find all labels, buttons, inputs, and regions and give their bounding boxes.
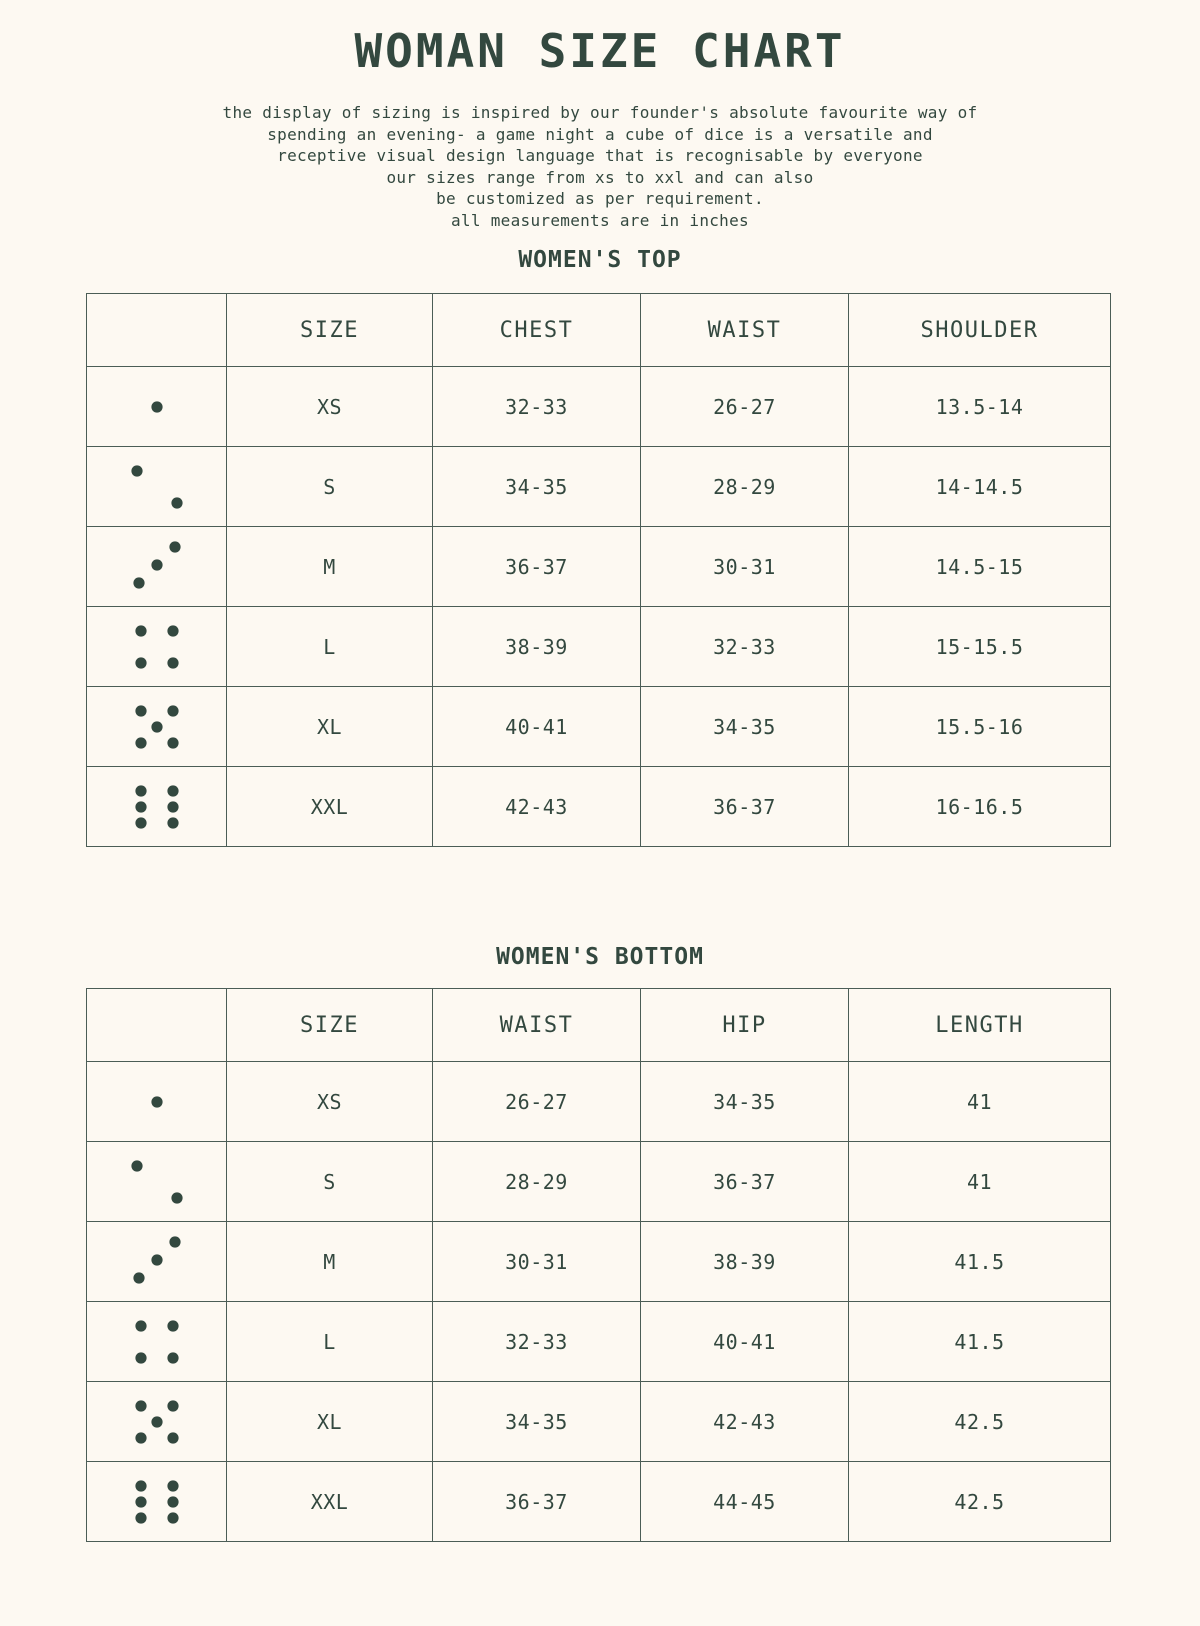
dice-three-icon [135, 1240, 179, 1284]
dice-cell [87, 1142, 227, 1222]
dice-pip [167, 625, 178, 636]
size-cell: S [227, 1142, 433, 1222]
dice-pip [167, 1320, 178, 1331]
dice-pip [151, 721, 162, 732]
dice-pip [167, 1480, 178, 1491]
dice-pip [167, 657, 178, 668]
column-header: WAIST [641, 294, 849, 367]
table-row [87, 527, 1111, 607]
size-cell: S [227, 447, 433, 527]
measurement-cell: 42-43 [641, 1382, 849, 1462]
dice-pip [135, 705, 146, 716]
dice-pip [135, 817, 146, 828]
dice-pip [171, 497, 182, 508]
dice-pip [135, 1432, 146, 1443]
intro-line: be customized as per requirement. [436, 189, 764, 208]
dice-one-icon [135, 1080, 179, 1124]
size-cell: XXL [227, 767, 433, 847]
dice-three-icon [135, 545, 179, 589]
measurement-cell: 36-37 [641, 1142, 849, 1222]
size-cell: M [227, 1222, 433, 1302]
measurement-cell: 42.5 [849, 1462, 1111, 1542]
dice-cell [87, 1382, 227, 1462]
measurement-cell: 30-31 [641, 527, 849, 607]
size-cell: XS [227, 1062, 433, 1142]
dice-six-icon [135, 785, 179, 829]
intro-text [0, 102, 1200, 231]
dice-pip [135, 1512, 146, 1523]
table-row [87, 1302, 1111, 1382]
size-cell: XXL [227, 1462, 433, 1542]
bottoms-size-table [86, 988, 1111, 1542]
measurement-cell: 34-35 [433, 1382, 641, 1462]
measurement-cell: 34-35 [433, 447, 641, 527]
column-header: SIZE [227, 294, 433, 367]
dice-cell [87, 367, 227, 447]
dice-cell [87, 1462, 227, 1542]
measurement-cell: 42-43 [433, 767, 641, 847]
dice-pip [135, 1320, 146, 1331]
measurement-cell: 40-41 [433, 687, 641, 767]
dice-five-icon [135, 1400, 179, 1444]
size-cell: XS [227, 367, 433, 447]
dice-four-icon [135, 1320, 179, 1364]
dice-pip [135, 625, 146, 636]
column-header: LENGTH [849, 989, 1111, 1062]
dice-cell [87, 447, 227, 527]
column-header: WAIST [433, 989, 641, 1062]
column-header: HIP [641, 989, 849, 1062]
dice-pip [151, 1254, 162, 1265]
column-header: SHOULDER [849, 294, 1111, 367]
dice-cell [87, 527, 227, 607]
table-row [87, 767, 1111, 847]
intro-line: our sizes range from xs to xxl and can also [386, 167, 814, 187]
dice-six-icon [135, 1480, 179, 1524]
dice-cell [87, 1222, 227, 1302]
header-row [87, 294, 1111, 367]
dice-pip [167, 785, 178, 796]
measurement-cell: 34-35 [641, 1062, 849, 1142]
dice-one-icon [135, 385, 179, 429]
intro-line: the display of sizing is inspired by our founder's absolute favourite way of [222, 103, 978, 122]
measurement-cell: 38-39 [433, 607, 641, 687]
dice-pip [169, 541, 180, 552]
measurement-cell: 14-14.5 [849, 447, 1111, 527]
dice-cell [87, 1302, 227, 1382]
measurement-cell: 26-27 [433, 1062, 641, 1142]
icon-column-header [87, 989, 227, 1062]
measurement-cell: 28-29 [641, 447, 849, 527]
intro-line: receptive visual design language that is recognisable by everyone [277, 146, 923, 165]
dice-pip [151, 401, 162, 412]
measurement-cell: 36-37 [433, 1462, 641, 1542]
column-header: SIZE [227, 989, 433, 1062]
table-row [87, 1142, 1111, 1222]
dice-pip [131, 1160, 142, 1171]
icon-column-header [87, 294, 227, 367]
table-row [87, 447, 1111, 527]
measurement-cell: 15.5-16 [849, 687, 1111, 767]
measurement-cell: 32-33 [433, 367, 641, 447]
size-cell: M [227, 527, 433, 607]
header-row [87, 989, 1111, 1062]
table-row [87, 1222, 1111, 1302]
measurement-cell: 36-37 [433, 527, 641, 607]
measurement-cell: 16-16.5 [849, 767, 1111, 847]
dice-pip [167, 1512, 178, 1523]
dice-pip [167, 1496, 178, 1507]
dice-pip [135, 1400, 146, 1411]
dice-cell [87, 767, 227, 847]
dice-pip [133, 577, 144, 588]
dice-pip [167, 1400, 178, 1411]
dice-pip [135, 657, 146, 668]
dice-pip [135, 737, 146, 748]
bottoms-section-title: WOMEN'S BOTTOM [496, 944, 704, 970]
dice-two-icon [135, 1160, 179, 1204]
measurement-cell: 26-27 [641, 367, 849, 447]
dice-five-icon [135, 705, 179, 749]
measurement-cell: 14.5-15 [849, 527, 1111, 607]
size-cell: L [227, 1302, 433, 1382]
measurement-cell: 28-29 [433, 1142, 641, 1222]
dice-pip [171, 1192, 182, 1203]
column-header: CHEST [433, 294, 641, 367]
dice-pip [151, 559, 162, 570]
measurement-cell: 44-45 [641, 1462, 849, 1542]
measurement-cell: 34-35 [641, 687, 849, 767]
dice-pip [167, 1352, 178, 1363]
dice-pip [151, 1096, 162, 1107]
dice-pip [167, 1432, 178, 1443]
measurement-cell: 38-39 [641, 1222, 849, 1302]
dice-pip [135, 1352, 146, 1363]
size-cell: XL [227, 687, 433, 767]
measurement-cell: 32-33 [641, 607, 849, 687]
measurement-cell: 36-37 [641, 767, 849, 847]
dice-pip [167, 737, 178, 748]
dice-pip [151, 1416, 162, 1427]
tops-size-table [86, 293, 1111, 847]
measurement-cell: 15-15.5 [849, 607, 1111, 687]
dice-cell [87, 1062, 227, 1142]
intro-line: all measurements are in inches [451, 210, 749, 230]
dice-pip [135, 1496, 146, 1507]
measurement-cell: 41 [849, 1062, 1111, 1142]
dice-pip [135, 785, 146, 796]
dice-pip [131, 465, 142, 476]
measurement-cell: 13.5-14 [849, 367, 1111, 447]
dice-pip [133, 1272, 144, 1283]
tops-section-title: WOMEN'S TOP [518, 247, 682, 273]
size-cell: XL [227, 1382, 433, 1462]
measurement-cell: 41 [849, 1142, 1111, 1222]
dice-pip [167, 801, 178, 812]
measurement-cell: 41.5 [849, 1302, 1111, 1382]
table-row [87, 687, 1111, 767]
measurement-cell: 40-41 [641, 1302, 849, 1382]
table-row [87, 367, 1111, 447]
dice-cell [87, 687, 227, 767]
measurement-cell: 42.5 [849, 1382, 1111, 1462]
measurement-cell: 41.5 [849, 1222, 1111, 1302]
dice-pip [169, 1236, 180, 1247]
measurement-cell: 32-33 [433, 1302, 641, 1382]
dice-pip [135, 801, 146, 812]
intro-line: spending an evening- a game night a cube of dice is a versatile and [267, 124, 933, 144]
dice-four-icon [135, 625, 179, 669]
table-row [87, 1382, 1111, 1462]
table-row [87, 607, 1111, 687]
size-cell: L [227, 607, 433, 687]
dice-pip [135, 1480, 146, 1491]
dice-cell [87, 607, 227, 687]
measurement-cell: 30-31 [433, 1222, 641, 1302]
table-row [87, 1062, 1111, 1142]
table-row [87, 1462, 1111, 1542]
dice-pip [167, 817, 178, 828]
dice-pip [167, 705, 178, 716]
dice-two-icon [135, 465, 179, 509]
page-title: WOMAN SIZE CHART [354, 24, 846, 78]
